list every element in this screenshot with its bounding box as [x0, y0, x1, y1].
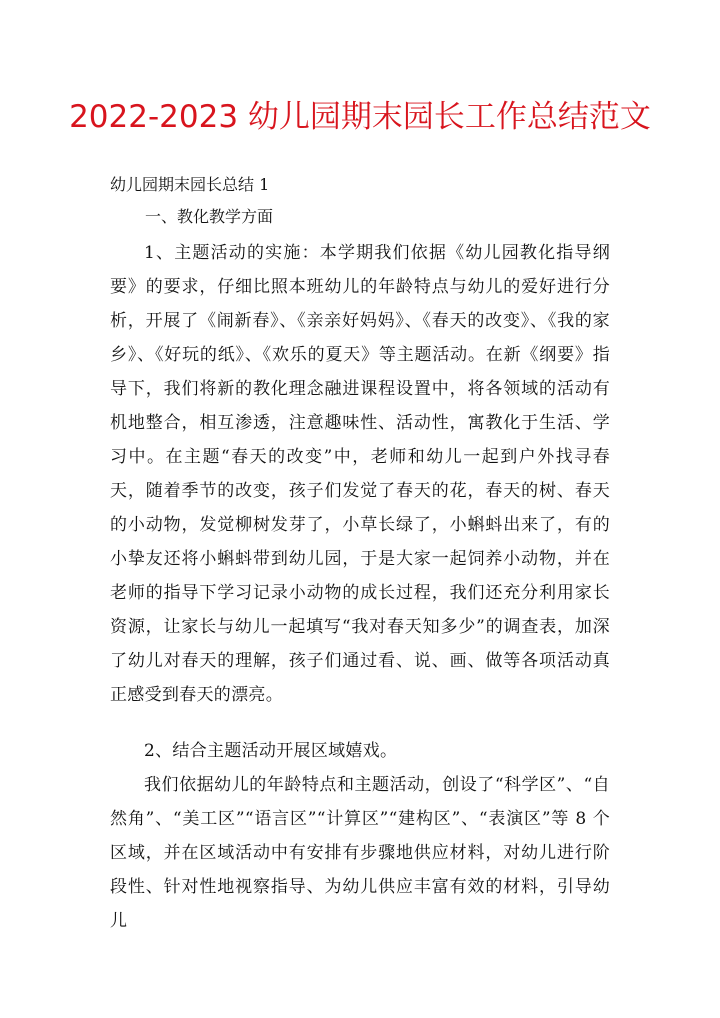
paragraph-theme-activities: 1、主题活动的实施：本学期我们依据《幼儿园教化指导纲要》的要求，仔细比照本班幼儿的年龄特点与幼儿的爱好进行分析，开展了《闹新春》、《亲亲好妈妈》、《春天的改变》、《我的家乡》、《好玩的纸》、《欢乐的夏天》等主题活动。在新《纲要》指导下，我们将新的教化理念融进课程设置中，将各领域的活动有机地整合，相互渗透，注意趣味性、活动性，寓教化于生活、学习中。在主题“春天的改变”中，老师和幼儿一起到户外找寻春天，随着季节的改变，孩子们发觉了春天的花，春天的树、春天的小动物，发觉柳树发芽了，小草长绿了，小蝌蚪出来了，有的小挚友还将小蝌蚪带到幼儿园，于是大家一起饲养小动物，并在老师的指导下学习记录小动物的成长过程，我们还充分利用家长资源，让家长与幼儿一起填写“我对春天知多少”的调查表，加深了幼儿对春天的理解，孩子们通过看、说、画、做等各项活动真正感受到春天的漂亮。: [110, 243, 610, 705]
section-heading: 一、教化教学方面: [145, 207, 274, 226]
paragraph-area-games: 我们依据幼儿的年龄特点和主题活动，创设了“科学区”、“自然角”、“美工区”“语言区”“计算区”“建构区”、“表演区”等 8 个区域，并在区域活动中有安排有步骤地供应材料，对幼儿进行阶段性、针对性地视察指导、为幼儿供应丰富有效的材料，引导幼儿: [110, 775, 610, 931]
document-subtitle: 幼儿园期末园长总结 1: [110, 175, 270, 194]
paragraph-area-games-heading: 2、结合主题活动开展区域嬉戏。: [144, 741, 398, 761]
document-title: 2022-2023 幼儿园期末园长工作总结范文: [69, 99, 651, 135]
